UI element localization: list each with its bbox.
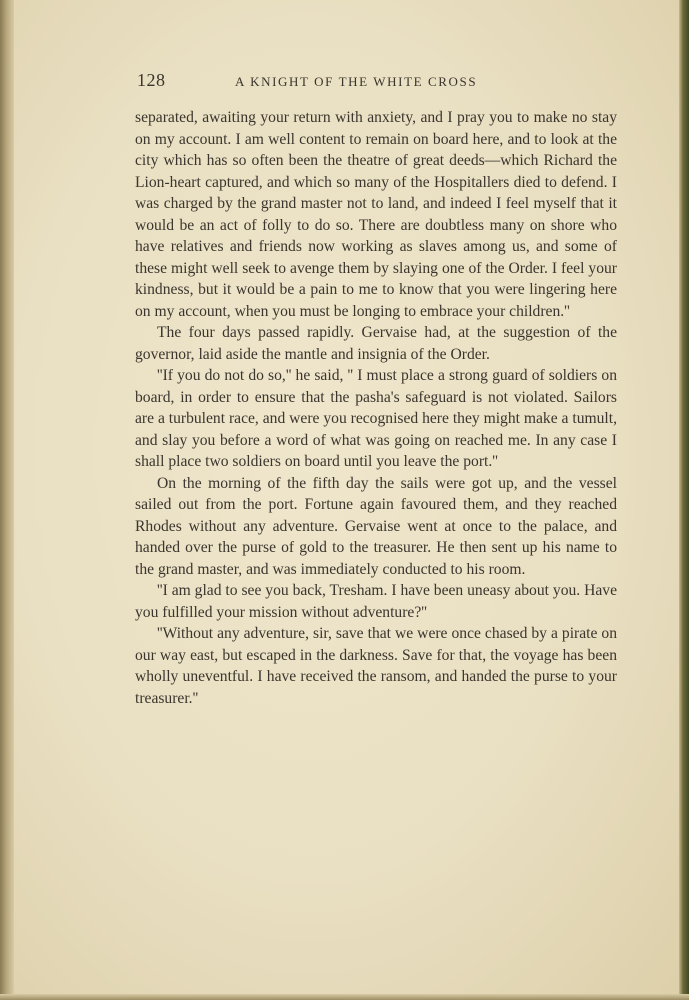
running-head: A KNIGHT OF THE WHITE CROSS	[235, 74, 478, 89]
binding-gutter	[0, 0, 14, 1000]
page-bottom-edge	[0, 994, 689, 1000]
paragraph: ''Without any adventure, sir, save that we were once chased by a pirate on our way east, but escaped in the darkness. Save for that, the voyage has been wholly uneventful. I have received the ransom, and handed the purse to your treasurer.''	[135, 625, 617, 707]
page-header	[137, 70, 617, 96]
paragraph: The four days passed rapidly. Gervaise had, at the suggestion of the governor, laid aside the mantle and insignia of the Order.	[135, 324, 617, 363]
paragraph: ''I am glad to see you back, Tresham. I have been uneasy about you. Have you fulfilled your mission without adventure?''	[135, 582, 617, 621]
paragraph: ''If you do not do so,'' he said, '' I must place a strong guard of soldiers on board, in order to ensure that the pasha's safeguard is not violated. Sailors are a turbulent race, and were you recognised here they might make a tumult, and slay you before a word of what was going on reached me. In any case I shall place two soldiers on board until you leave the port.''	[135, 367, 617, 470]
paragraph: On the morning of the fifth day the sails were got up, and the vessel sailed out from the port. Fortune again favoured them, and they reached Rhodes without any adventure. Gervaise went at once to the palace, and handed over the purse of gold to the treasurer. He then sent up his name to the grand master, and was immediately conducted to his room.	[135, 474, 617, 578]
body-text	[135, 107, 617, 709]
page-fore-edge	[679, 0, 689, 1000]
page-number: 128	[137, 70, 166, 90]
paragraph-continuation: separated, awaiting your return with anxiety, and I pray you to make no stay on my account. I am well content to remain on board here, and to look at the city which has so often been the theatre of great deeds—which Richard the Lion-heart captured, and which so many of the Hospitallers died to defend. I was charged by the grand master not to land, and indeed I feel myself that it would be an act of folly to do so. There are doubtless many on shore who have relatives and friends now working as slaves among us, and some of these might well seek to avenge them by slaying one of the Order. I feel your kindness, but it would be a pain to me to know that you were lingering here on my account, when you must be longing to embrace your children.''	[135, 109, 617, 320]
